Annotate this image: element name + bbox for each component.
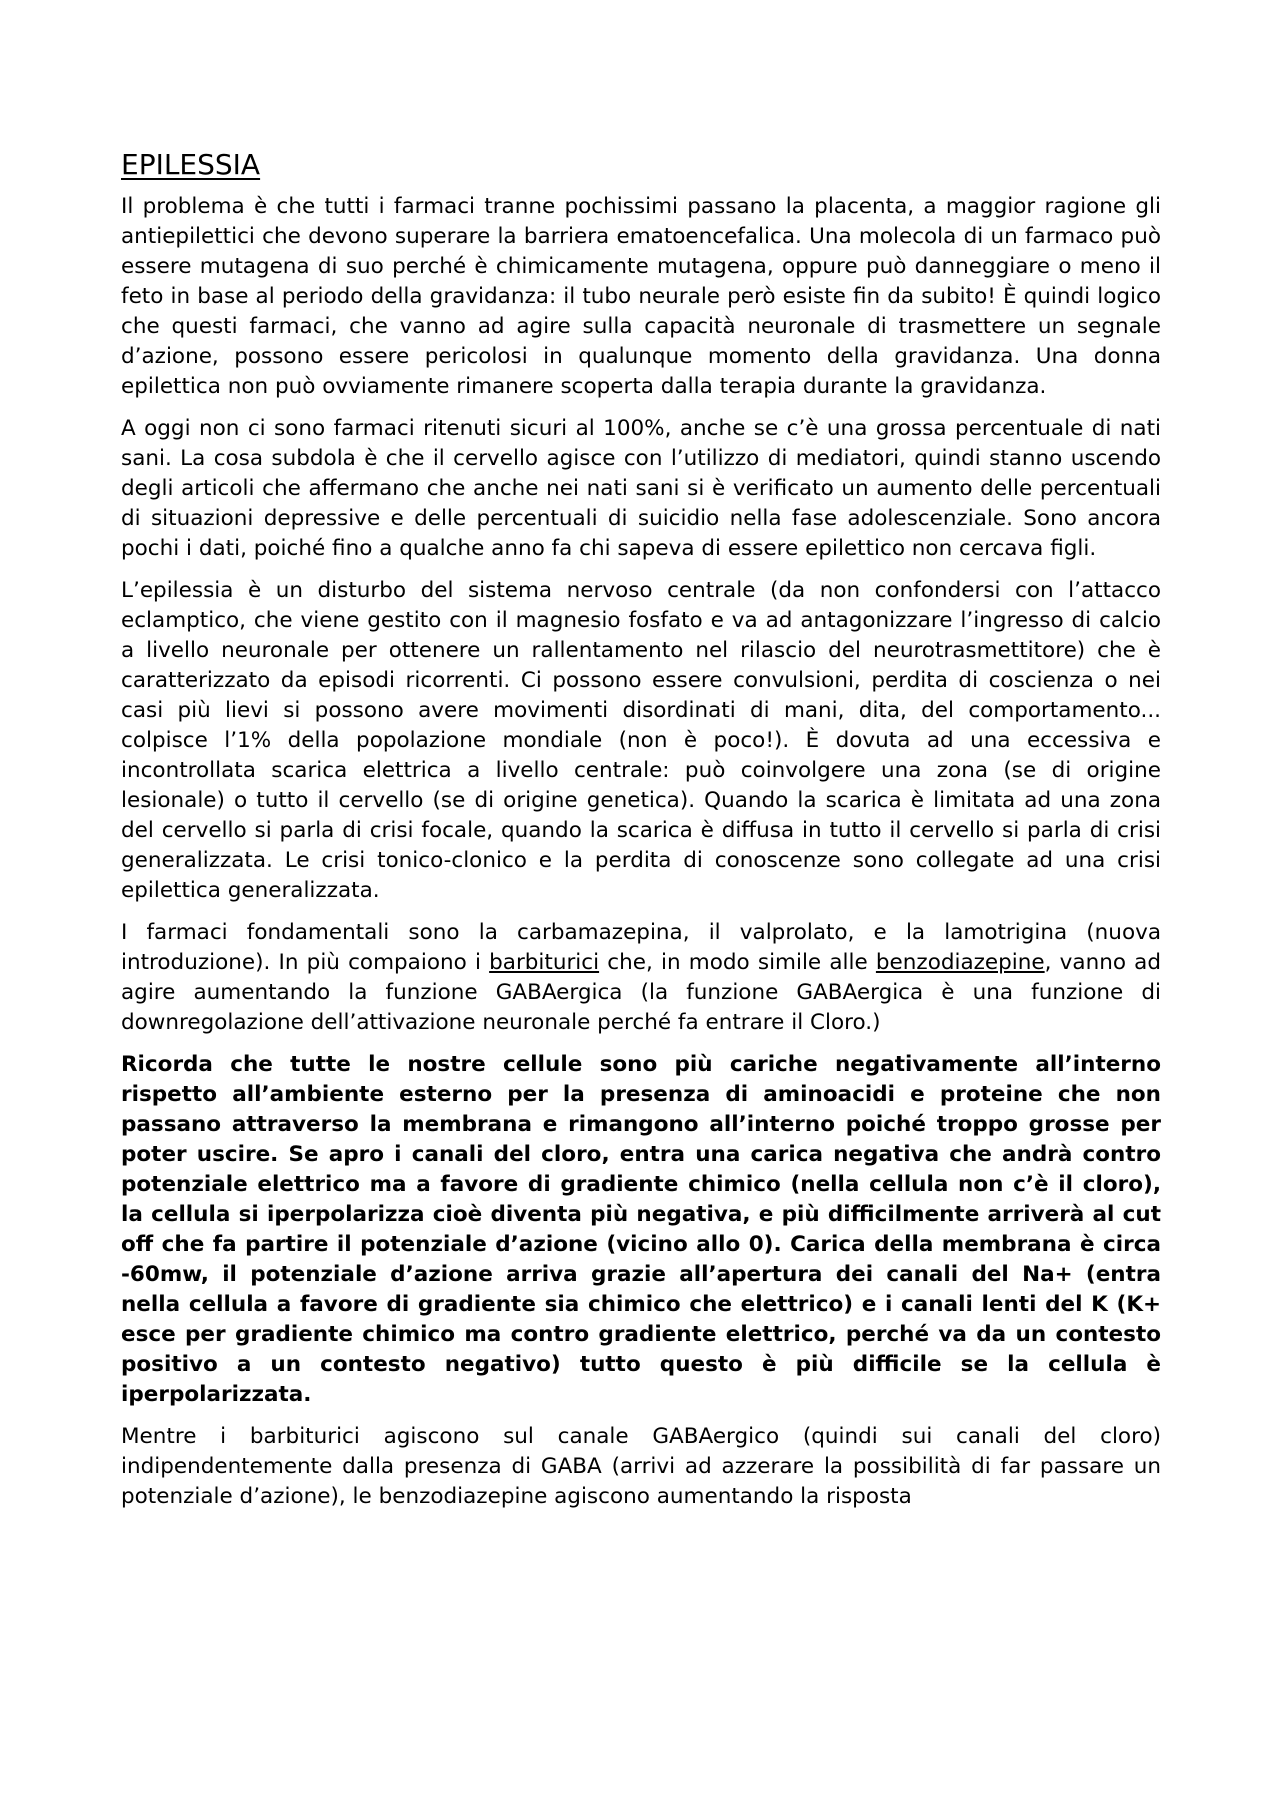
farmaci-text-2: che, in modo simile alle <box>599 950 876 975</box>
farmaci-text-1: I farmaci fondamentali sono la carbamazepina, il valprolato, e la lamotrigina (nuova introduzione). In più compaiono i <box>121 920 1161 975</box>
paragraph-ricorda: Ricorda che tutte le nostre cellule sono più cariche negativamente all’interno rispetto all’ambiente esterno per la presenza di aminoacidi e proteine che non passano attraverso la membrana e rimangono all’interno poiché troppo grosse per poter uscire. Se apro i canali del cloro, entra una carica negativa che andrà contro potenziale elettrico ma a favore di gradiente chimico (nella cellula non c’è il cloro), la cellula si iperpolarizza cioè diventa più negativa, e più difficilmente arriverà al cut off che fa partire il potenziale d’azione (vicino allo 0). Carica della membrana è circa -60mw, il potenziale d’azione arriva grazie all’apertura dei canali del Na+ (entra nella cellula a favore di gradiente sia chimico che elettrico) e i canali lenti del K (K+ esce per gradiente chimico ma contro gradiente elettrico, perché va da un contesto positivo a un contesto negativo) tutto questo è più difficile se la cellula è iperpolarizzata. <box>121 1052 1161 1407</box>
paragraph-mentre: Mentre i barbiturici agiscono sul canale GABAergico (quindi sui canali del cloro) indipendentemente dalla presenza di GABA (arrivi ad azzerare la possibilità di far passare un potenziale d’azione), le benzodiazepine agiscono aumentando la risposta <box>121 1424 1161 1509</box>
paragraph-definizione-epilessia: L’epilessia è un disturbo del sistema nervoso centrale (da non confondersi con l’attacco eclamptico, che viene gestito con il magnesio fosfato e va ad antagonizzare l’ingresso di calcio a livello neuronale per ottenere un rallentamento nel rilascio del neurotrasmettitore) che è caratterizzato da episodi ricorrenti. Ci possono essere convulsioni, perdita di coscienza o nei casi più lievi si possono avere movimenti disordinati di mani, dita, del comportamento... colpisce l’1% della popolazione mondiale (non è poco!). È dovuta ad una eccessiva e incontrollata scarica elettrica a livello centrale: può coinvolgere una zona (se di origine lesionale) o tutto il cervello (se di origine genetica). Quando la scarica è limitata ad una zona del cervello si parla di crisi focale, quando la scarica è diffusa in tutto il cervello si parla di crisi generalizzata. Le crisi tonico-clonico e la perdita di conoscenze sono collegate ad una crisi epilettica generalizzata. <box>121 578 1161 903</box>
page-title: EPILESSIA <box>121 148 261 181</box>
paragraph-farmaci-fondamentali <box>121 918 1161 1038</box>
paragraph-placenta: Il problema è che tutti i farmaci tranne pochissimi passano la placenta, a maggior ragione gli antiepilettici che devono superare la barriera ematoencefalica. Una molecola di un farmaco può essere mutagena di suo perché è chimicamente mutagena, oppure può danneggiare o meno il feto in base al periodo della gravidanza: il tubo neurale però esiste fin da subito! È quindi logico che questi farmaci, che vanno ad agire sulla capacità neuronale di trasmettere un segnale d’azione, possono essere pericolosi in qualunque momento della gravidanza. Una donna epilettica non può ovviamente rimanere scoperta dalla terapia durante la gravidanza. <box>121 194 1161 399</box>
benzodiazepine-link[interactable]: benzodiazepine <box>875 950 1045 975</box>
paragraph-farmaci-sicuri: A oggi non ci sono farmaci ritenuti sicuri al 100%, anche se c’è una grossa percentuale di nati sani. La cosa subdola è che il cervello agisce con l’utilizzo di mediatori, quindi stanno uscendo degli articoli che affermano che anche nei nati sani si è verificato un aumento delle percentuali di situazioni depressive e delle percentuali di suicidio nella fase adolescenziale. Sono ancora pochi i dati, poiché fino a qualche anno fa chi sapeva di essere epilettico non cercava figli. <box>121 416 1161 561</box>
barbiturici-link[interactable]: barbiturici <box>489 950 600 975</box>
farmaci-text-3: , vanno ad agire aumentando la funzione GABAergica (la funzione GABAergica è una funzione di downregolazione dell’attivazione neuronale perché fa entrare il Cloro.) <box>121 950 1161 1035</box>
document-body <box>121 148 1161 1524</box>
